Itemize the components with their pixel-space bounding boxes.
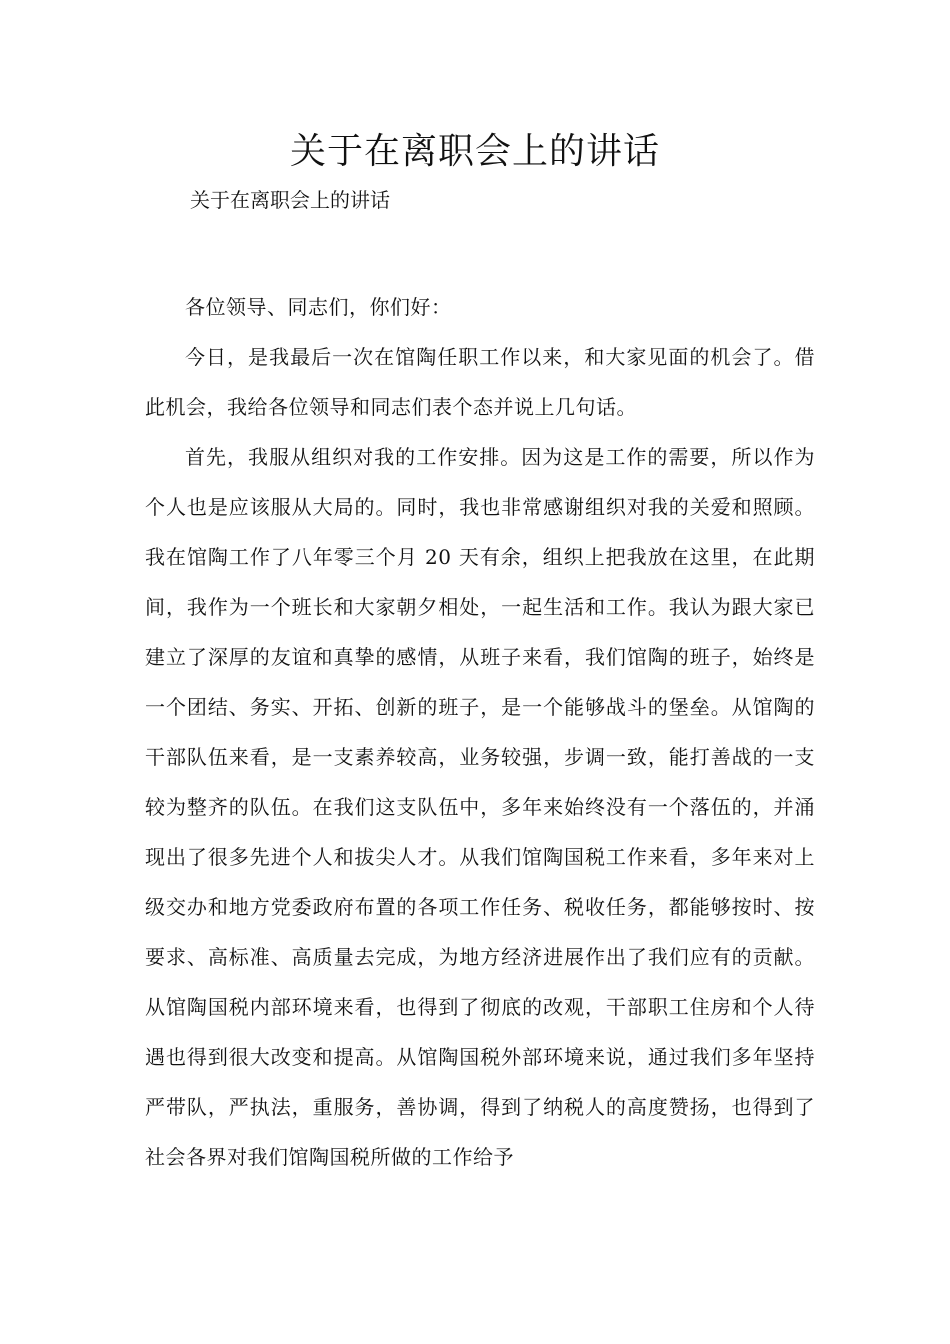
- body-paragraph: 首先，我服从组织对我的工作安排。因为这是工作的需要，所以作为个人也是应该服从大局的。同时，我也非常感谢组织对我的关爱和照顾。我在馆陶工作了八年零三个月 20 天有余，组织上把我放在这里，在此期间，我作为一个班长和大家朝夕相处，一起生活和工作。我认为跟大家已建立了深厚的友谊和真挚的感情，从班子来看，我们馆陶的班子，始终是一个团结、务实、开拓、创新的班子，是一个能够战斗的堡垒。从馆陶的干部队伍来看，是一支素养较高，业务较强，步调一致，能打善战的一支较为整齐的队伍。在我们这支队伍中，多年来始终没有一个落伍的，并涌现出了很多先进个人和拔尖人才。从我们馆陶国税工作来看，多年来对上级交办和地方党委政府布置的各项工作任务、税收任务，都能够按时、按要求、高标准、高质量去完成，为地方经济进展作出了我们应有的贡献。从馆陶国税内部环境来看，也得到了彻底的改观，干部职工住房和个人待遇也得到很大改变和提高。从馆陶国税外部环境来说，通过我们多年坚持严带队，严执法，重服务，善协调，得到了纳税人的高度赞扬，也得到了社会各界对我们馆陶国税所做的工作给予: [145, 445, 815, 1169]
- document-body: [145, 282, 815, 1182]
- body-paragraph: 今日，是我最后一次在馆陶任职工作以来，和大家见面的机会了。借此机会，我给各位领导和同志们表个态并说上几句话。: [145, 345, 815, 419]
- document-subtitle: 关于在离职会上的讲话: [190, 188, 390, 212]
- document-title: 关于在离职会上的讲话: [289, 131, 660, 172]
- greeting-paragraph: 各位领导、同志们，你们好：: [185, 295, 452, 319]
